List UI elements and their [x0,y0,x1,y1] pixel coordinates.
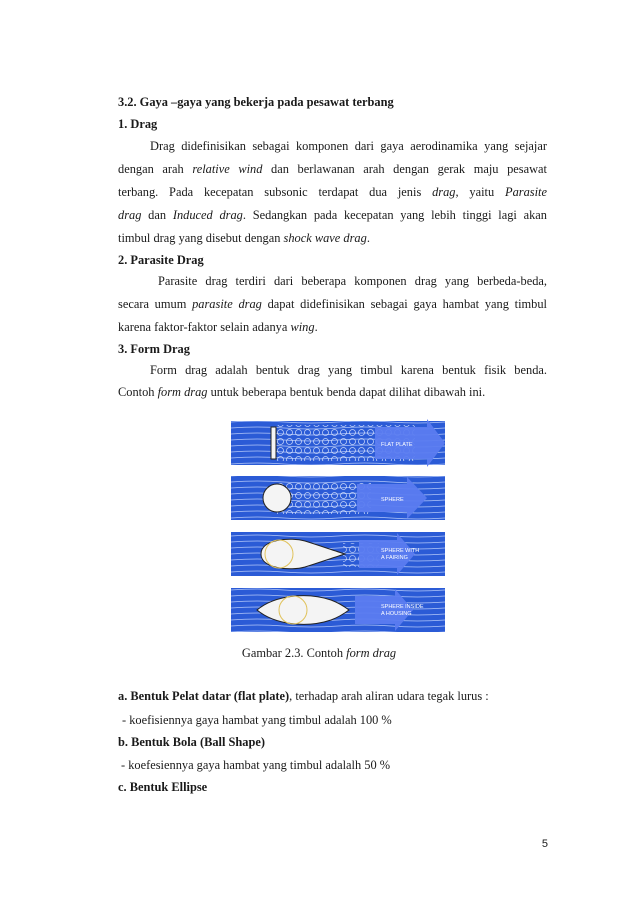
sphere-housing-panel [231,588,445,632]
parasite-paragraph-line: secara umum parasite drag dapat didefinisikan sebagai gaya hambat yang timbul [118,297,547,311]
list-item-b: b. Bentuk Bola (Ball Shape) [118,735,266,749]
form-drag-figure [231,419,445,633]
form-paragraph-line: Contoh form drag untuk beberapa bentuk benda dapat dilihat dibawah ini. [118,385,486,399]
parasite-paragraph-line: Parasite drag terdiri dari beberapa komponen drag yang berbeda-beda, [158,274,547,288]
label-flat-plate: FLAT PLATE [381,442,413,448]
page-number: 5 [541,838,548,850]
drag-paragraph-line: dengan arah relative wind dan berlawanan arah dengan gerak maju pesawat [118,162,547,176]
form-heading: 3. Form Drag [118,342,190,356]
drag-paragraph-line: timbul drag yang disebut dengan shock wave drag. [118,231,370,245]
drag-paragraph-line: Drag didefinisikan sebagai komponen dari gaya aerodinamika yang sejajar [150,139,547,153]
section-heading: 3.2. Gaya –gaya yang bekerja pada pesawat terbang [118,95,394,109]
form-paragraph-line: Form drag adalah bentuk drag yang timbul karena bentuk fisik benda. [150,363,547,377]
list-item-a: a. Bentuk Pelat datar (flat plate), terhadap arah aliran udara tegak lurus : [118,689,489,703]
label-a-housing: A HOUSING [381,611,412,617]
label-sphere-inside: SPHERE INSIDE [381,604,424,610]
label-sphere: SPHERE [381,497,404,503]
label-sphere-with: SPHERE WITH [381,548,420,554]
parasite-paragraph-line: karena faktor-faktor selain adanya wing. [118,320,318,334]
sphere-panel [231,476,445,520]
flat-plate-panel [231,419,445,467]
parasite-heading: 2. Parasite Drag [118,253,204,267]
list-item-b-detail: - koefesiennya gaya hambat yang timbul adalalh 50 % [121,758,391,772]
drag-paragraph-line: drag dan Induced drag. Sedangkan pada kecepatan yang lebih tinggi lagi akan [118,208,548,222]
label-a-fairing: A FAIRING [381,555,408,561]
list-item-a-detail: - koefisiennya gaya hambat yang timbul adalah 100 % [122,713,392,727]
figure-caption: Gambar 2.3. Contoh form drag [241,646,397,660]
flat-plate-shape [271,427,276,459]
sphere-shape [263,484,291,512]
drag-paragraph-line: terbang. Pada kecepatan subsonic terdapat dua jenis drag, yaitu Parasite [118,185,547,199]
drag-heading: 1. Drag [118,117,158,131]
sphere-fairing-panel [231,532,445,576]
list-item-c: c. Bentuk Ellipse [118,780,208,794]
